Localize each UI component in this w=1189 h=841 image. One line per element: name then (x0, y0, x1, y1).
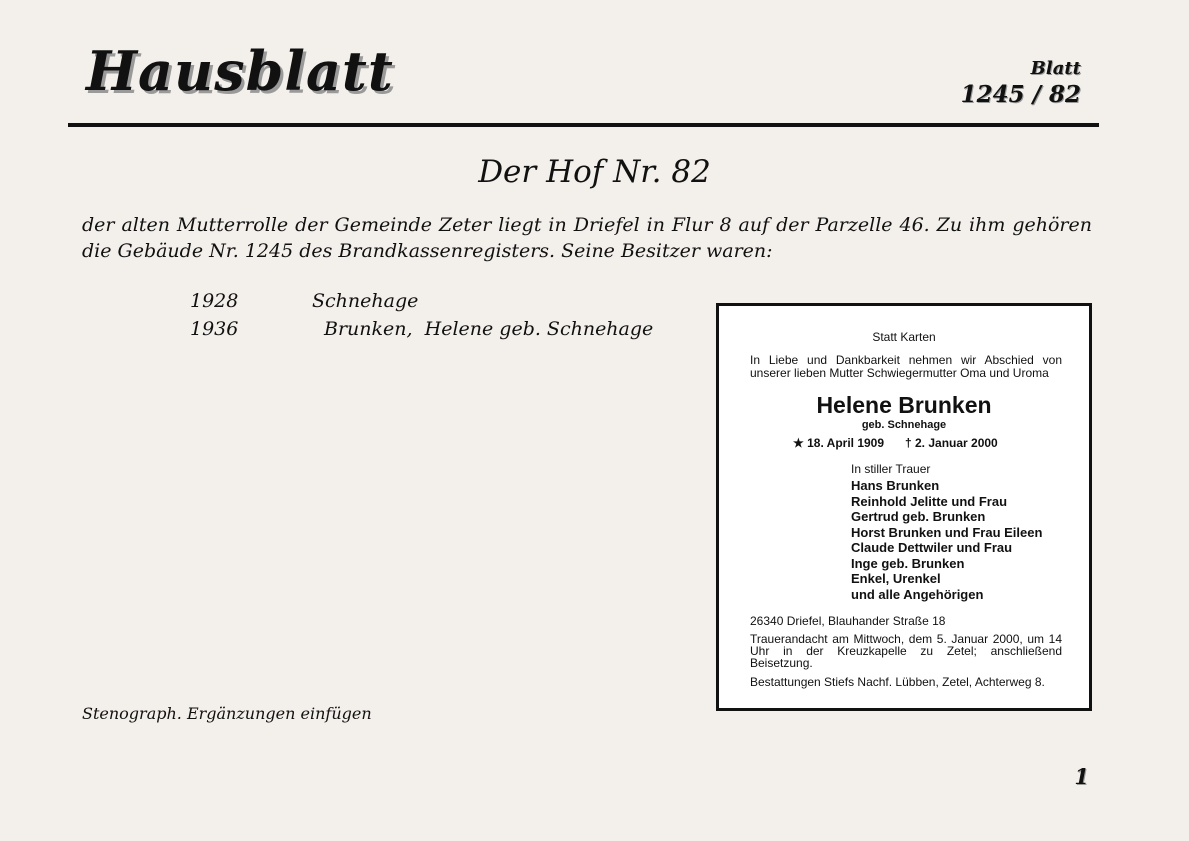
family-address: 26340 Driefel, Blauhander Straße 18 (750, 614, 946, 628)
page-number: 1 (1074, 764, 1089, 789)
mourner-list (851, 478, 1042, 602)
deceased-name: Helene Brunken (816, 392, 992, 418)
maiden-name: geb. Schnehage (861, 419, 947, 431)
owner-year: 1936 (190, 318, 239, 340)
life-dates (793, 436, 998, 450)
mourner: und alle Angehörigen (851, 586, 984, 602)
death-date: † 2. Januar 2000 (905, 436, 998, 450)
mourner: Claude Dettwiler und Frau (851, 540, 1013, 555)
mourner: Inge geb. Brunken (851, 555, 965, 571)
owner-year: 1928 (190, 290, 239, 312)
mourner: Reinhold Jelitte und Frau (851, 493, 1008, 509)
mourner: Gertrud geb. Brunken (851, 509, 986, 524)
owner-row (190, 287, 653, 315)
owner-name: Schnehage (312, 290, 419, 312)
mourner: Enkel, Urenkel (851, 571, 941, 586)
sheet-number: 1245 / 82 (960, 81, 1081, 108)
mourner: Hans Brunken (851, 478, 940, 493)
mourning-label: In stiller Trauer (851, 462, 931, 476)
steno-note: Stenograph. Ergänzungen einfügen (82, 704, 372, 723)
farm-heading: Der Hof Nr. 82 (478, 154, 711, 190)
mourner: Horst Brunken und Frau Eileen (851, 524, 1043, 540)
owner-name: Brunken, Helene geb. Schnehage (324, 318, 654, 340)
notice-heading: Statt Karten (872, 330, 936, 344)
obituary-notice (716, 303, 1092, 711)
owner-row (190, 315, 653, 343)
notice-lead-text: In Liebe und Dankbarkeit nehmen wir Abschied von unserer lieben Mutter Schwiegermutter Oma und Uroma (750, 353, 1062, 380)
undertaker-info: Bestattungen Stiefs Nachf. Lübben, Zetel, Achterweg 8. (750, 675, 1045, 689)
sheet-label: Blatt (1030, 58, 1081, 79)
service-info: Trauerandacht am Mittwoch, dem 5. Januar 2000, um 14 Uhr in der Kreuzkapelle zu Zetel; anschließend Beisetzung. (750, 632, 1062, 670)
owner-list (190, 287, 653, 343)
header-divider (68, 123, 1099, 127)
document-title: Hausblatt (86, 39, 394, 103)
intro-paragraph: der alten Mutterrolle der Gemeinde Zeter liegt in Driefel in Flur 8 auf der Parzelle 46. Zu ihm gehören die Gebäude Nr. 1245 des Brandkassenregisters. Seine Besitzer waren: (82, 214, 1092, 262)
birth-date: ★ 18. April 1909 (793, 436, 885, 450)
